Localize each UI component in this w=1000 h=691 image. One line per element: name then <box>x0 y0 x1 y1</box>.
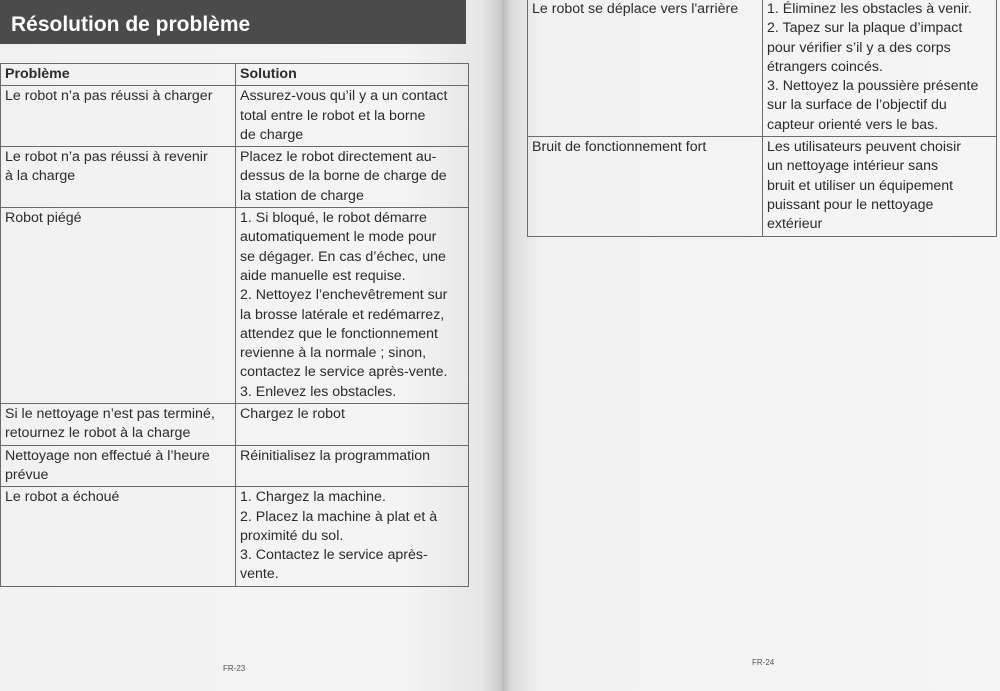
table-row <box>528 0 997 137</box>
solution-text-line: un nettoyage intérieur sans <box>767 158 939 175</box>
troubleshooting-table-left <box>0 63 469 587</box>
solution-text-line: pour vérifier s’il y a des corps <box>767 39 951 56</box>
solution-text-line: la brosse latérale et redémarrez, <box>240 306 445 323</box>
table-row <box>1 208 469 404</box>
solution-text-line: 1. Chargez la machine. <box>240 489 386 506</box>
problem-text-line: Bruit de fonctionnement fort <box>532 139 707 156</box>
troubleshooting-table-right <box>527 0 997 237</box>
solution-text-line: la station de charge <box>240 187 364 204</box>
solution-cell <box>236 208 469 404</box>
solution-text-line: capteur orienté vers le bas. <box>767 116 939 133</box>
solution-text-line: Chargez le robot <box>240 406 345 423</box>
solution-text-line: Réinitialisez la programmation <box>240 447 431 464</box>
solution-text-line: 1. Si bloqué, le robot démarre <box>240 210 427 227</box>
solution-text-line: Les utilisateurs peuvent choisir <box>767 139 961 156</box>
solution-text-line: sur la surface de l’objectif du <box>767 97 947 114</box>
solution-cell <box>236 445 469 487</box>
problem-cell <box>528 137 763 236</box>
page-number: FR-23 <box>223 664 246 673</box>
solution-text-line: 2. Placez la machine à plat et à <box>240 508 438 525</box>
solution-text-line: étrangers coincés. <box>767 58 883 75</box>
problem-cell <box>1 487 236 586</box>
solution-text-line: 3. Enlevez les obstacles. <box>240 383 397 400</box>
solution-text-line: contactez le service après-vente. <box>240 364 448 381</box>
solution-cell <box>236 147 469 208</box>
problem-text-line: Le robot se déplace vers l'arrière <box>532 1 739 17</box>
header-problem: Problème <box>1 64 236 86</box>
problem-text-line: Si le nettoyage n’est pas terminé, <box>5 406 215 423</box>
problem-text-line: Le robot n’a pas réussi à charger <box>5 88 213 105</box>
problem-cell <box>1 147 236 208</box>
solution-text-line: 3. Contactez le service après- <box>240 547 428 564</box>
table-row <box>1 86 469 147</box>
solution-text-line: dessus de la borne de charge de <box>240 168 447 185</box>
problem-cell <box>1 208 236 404</box>
solution-text-line: se dégager. En cas d’échec, une <box>240 248 446 265</box>
solution-text-line: de charge <box>240 126 304 143</box>
header-solution: Solution <box>236 64 469 86</box>
solution-text-line: revienne à la normale ; sinon, <box>240 345 427 362</box>
solution-text-line: 2. Nettoyez l’enchevêtrement sur <box>240 287 448 304</box>
solution-text-line: vente. <box>240 566 279 583</box>
problem-cell <box>1 445 236 487</box>
page-number: FR-24 <box>752 658 775 667</box>
page-title: Résolution de problème <box>0 0 466 44</box>
solution-text-line: bruit et utiliser un équipement <box>767 177 954 194</box>
solution-text-line: Placez le robot directement au- <box>240 149 437 166</box>
solution-text-line: automatiquement le mode pour <box>240 229 437 246</box>
problem-cell <box>528 0 763 137</box>
solution-text-line: Assurez-vous qu’il y a un contact <box>240 88 448 105</box>
solution-text-line: 3. Nettoyez la poussière présente <box>767 78 979 95</box>
solution-text-line: 2. Tapez sur la plaque d’impact <box>767 20 963 37</box>
solution-cell <box>236 487 469 586</box>
solution-text-line: attendez que le fonctionnement <box>240 325 438 342</box>
problem-text-line: Nettoyage non effectué à l’heure <box>5 447 210 464</box>
problem-cell <box>1 404 236 446</box>
solution-text-line: extérieur <box>767 216 823 233</box>
solution-cell <box>236 404 469 446</box>
problem-text-line: Robot piégé <box>5 210 82 227</box>
solution-text-line: puissant pour le nettoyage <box>767 196 934 213</box>
table-header-row <box>1 64 469 86</box>
problem-text-line: Le robot n’a pas réussi à revenir <box>5 149 208 166</box>
table-row <box>1 487 469 586</box>
problem-text-line: prévue <box>5 466 49 483</box>
table-row <box>1 404 469 446</box>
table-row <box>1 147 469 208</box>
problem-cell <box>1 86 236 147</box>
problem-text-line: à la charge <box>5 168 76 185</box>
solution-text-line: 1. Éliminez les obstacles à venir. <box>767 1 973 17</box>
solution-cell <box>763 0 997 137</box>
solution-text-line: aide manuelle est requise. <box>240 267 406 284</box>
table-row <box>1 445 469 487</box>
problem-text-line: retournez le robot à la charge <box>5 425 191 442</box>
solution-text-line: proximité du sol. <box>240 527 344 544</box>
solution-cell <box>236 86 469 147</box>
problem-text-line: Le robot a échoué <box>5 489 120 506</box>
solution-text-line: total entre le robot et la borne <box>240 107 426 124</box>
table-row <box>528 137 997 236</box>
solution-cell <box>763 137 997 236</box>
